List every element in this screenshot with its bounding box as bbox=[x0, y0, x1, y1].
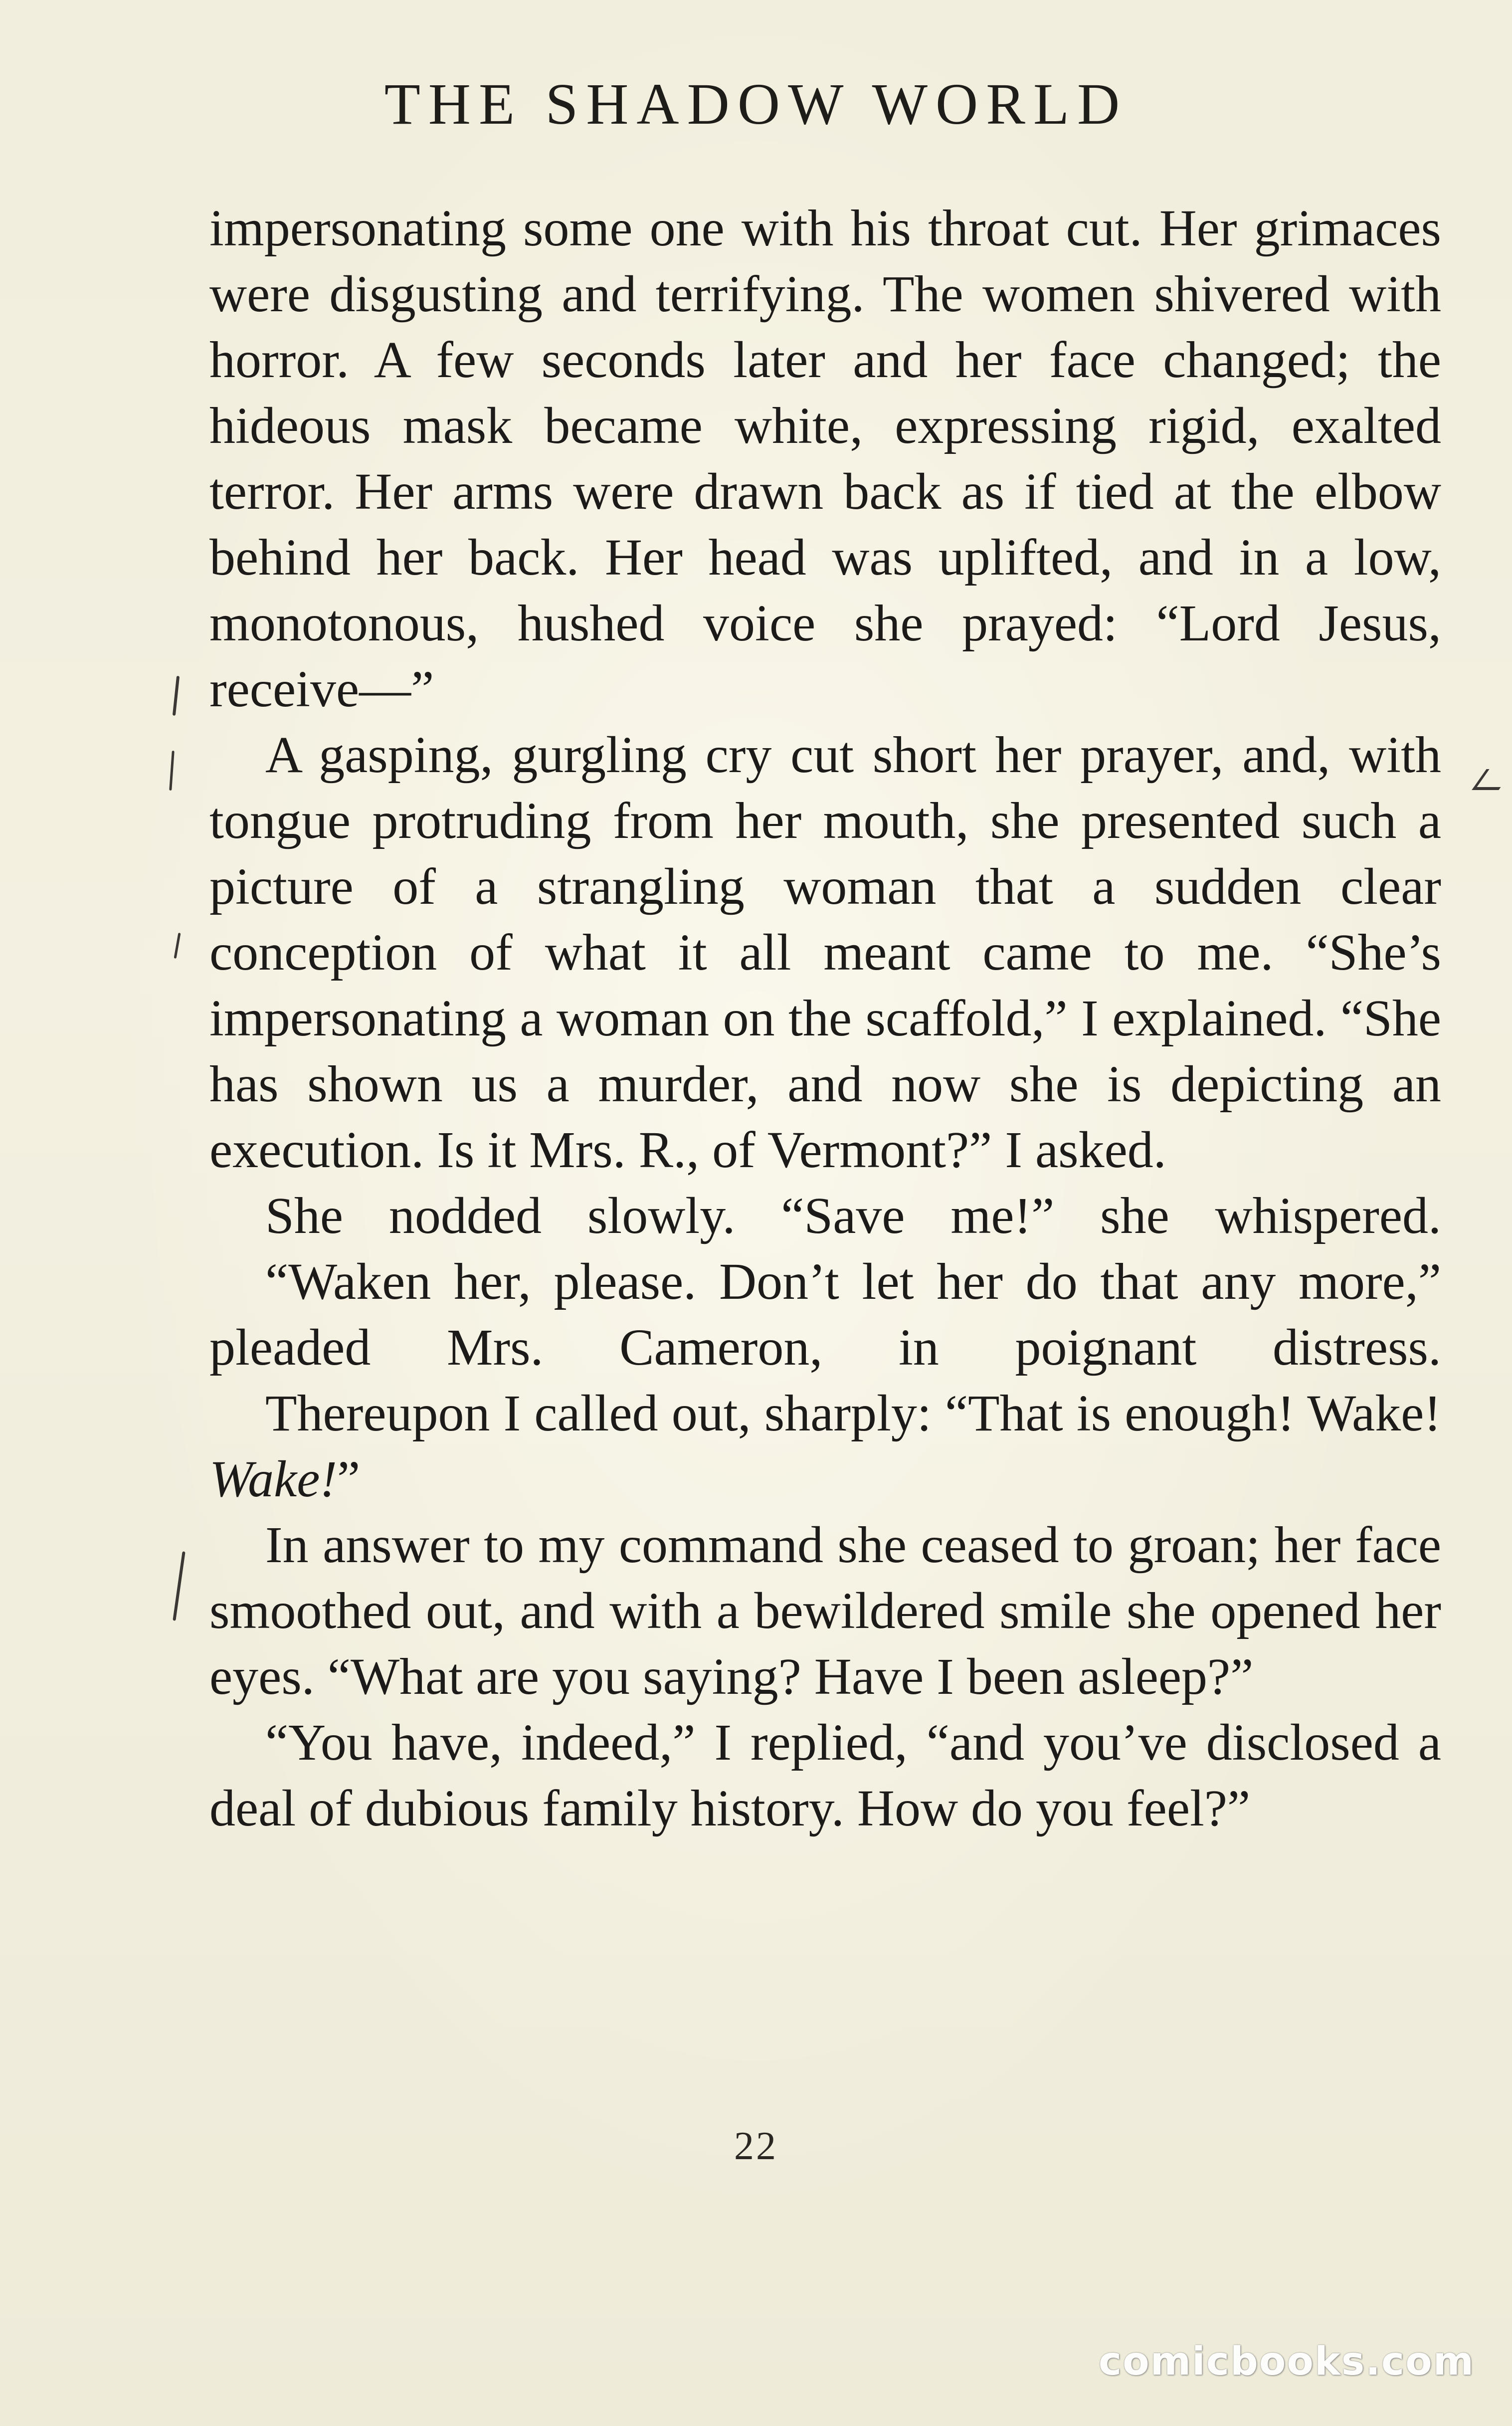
paragraph-1: impersonating some one with his throat cut. Her grimaces were disgusting and terrifying. The women shivered with horror. A few seconds later and her face changed; the hideous mask became white, expressing rigid, exalted terror. Her arms were drawn back as if tied at the elbow behind her back. Her head was uplifted, and in a low, monotonous, hushed voice she prayed: “Lord Jesus, receive—” bbox=[209, 200, 1441, 718]
watermark-logo: comicbooks.com bbox=[1098, 2339, 1475, 2384]
paragraph-7: “You have, indeed,” I replied, “and you’ve disclosed a deal of dubious family history. How do you feel?” bbox=[209, 1714, 1441, 1837]
margin-pencil-mark bbox=[169, 751, 175, 791]
running-head: THE SHADOW WORLD bbox=[384, 71, 1128, 137]
margin-pencil-mark bbox=[173, 676, 180, 716]
body-text bbox=[209, 196, 1441, 1841]
page-number: 22 bbox=[734, 2124, 778, 2168]
paragraph-6: In answer to my command she ceased to groan; her face smoothed out, and with a bewildered smile she opened her eyes. “What are you saying? Have I been asleep?” bbox=[209, 1516, 1441, 1705]
edge-pencil-mark bbox=[1472, 769, 1512, 790]
paragraph-2: A gasping, gurgling cry cut short her prayer, and, with tongue protruding from her mouth, she presented such a picture of a strangling woman that a sudden clear conception of what it all meant came to me. “She’s impersonating a woman on the scaffold,” I explained. “She has shown us a murder, and now she is depicting an execution. Is it Mrs. R., of Vermont?” I asked. bbox=[209, 726, 1441, 1179]
paragraph-5-text: Thereupon I called out, sharply: “That is enough! Wake! bbox=[265, 1385, 1441, 1442]
paragraph-5-close-quote: ” bbox=[337, 1450, 361, 1508]
paragraph-5 bbox=[209, 1381, 1441, 1512]
margin-pencil-mark bbox=[173, 1551, 185, 1620]
paragraph-5-italic: Wake! bbox=[209, 1450, 338, 1508]
margin-pencil-mark bbox=[174, 933, 181, 959]
paragraph-3: She nodded slowly. “Save me!” she whispered. bbox=[265, 1187, 1441, 1244]
paragraph-4: “Waken her, please. Don’t let her do that any more,” pleaded Mrs. Cameron, in poignant distress. bbox=[209, 1253, 1441, 1376]
